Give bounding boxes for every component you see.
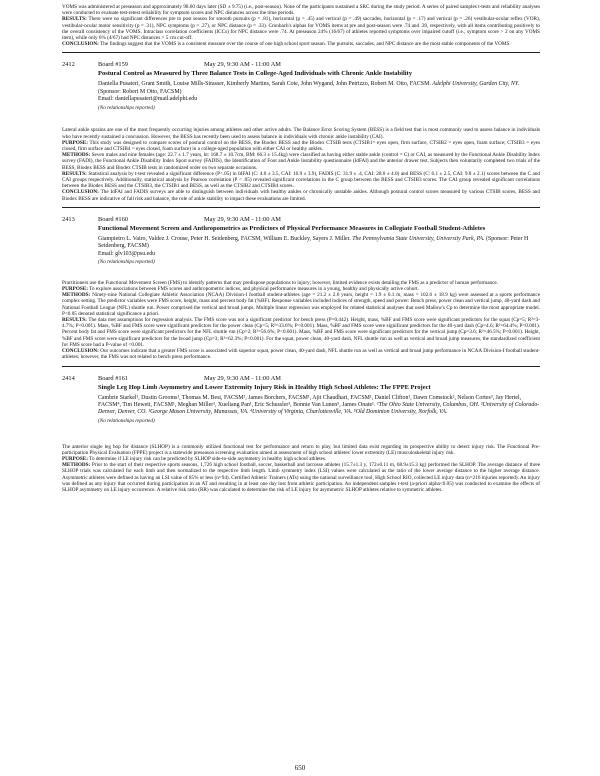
abstract-meta bbox=[98, 61, 540, 111]
sponsor: (Sponsor: Robert M Otto, FACSM) bbox=[98, 88, 182, 95]
abstract-purpose: PURPOSE: To explore associations between FMS scores and anthropometric indices, and physical performance measures in a young, healthy and physically active cohort. bbox=[62, 286, 419, 293]
affiliation: Adelphi University, Garden City, NY. bbox=[432, 81, 520, 88]
session-date: May 29, 9:30 AM - 11:00 AM bbox=[204, 61, 281, 69]
author-list: Daniella Pusateri, Grant Smith, Louise Mills-Strasser, Kimberly Martins, Sarah Cote, John Wygand, John Petrizzo, Robert M. Otto, FACSM. Adelphi University, Garden City, NY. (Sponsor: Robert M Otto, FACSM) bbox=[98, 81, 520, 95]
abstract-results: RESULTS: Statistical analysis by t-test revealed a significant difference (P<.05) in IdFAI (C: 4.0 ± 3.5, CAI: 16.9 ± 3.9), FADIS (C: 31.9 ± .4, CAI: 28.0 ± 4.0) and BESS (C: 6.1 ± 2.5, CAI: 9.8 ± 2.1) scores between the C and CAI groups respectively. Additionally, statistical analysis by Pearson correlation (P < .05) revealed significant correlations in the C group between the BESS and CTSIB3 scores. The CAI group revealed significant correlations between the Biodex BESS and the CTSIB3, the CTSIB1 and BESS, as well as the CTSIB2 and CTSIB4 scores. bbox=[62, 170, 541, 190]
separator-rule bbox=[62, 52, 540, 53]
continuation-results: RESULTS: There were no significant differences pre to post season for smooth pursuits (p = .81), horizontal (p = .45) and vertical (p = .49) saccades, horizontal (p = .17) and vertical (p = .26) vestibular-ocular reflex (VOR), vestibular-ocular motor sensitivity (p = .31), NPC symptoms (p = .27), or NPC distance (p = .33). Cronbach's alphas for VOMS items at pre and post-season were .74 and .39, respectively, with all items contributing positively to the overall consistency of the VOMS. Intraclass correlation coefficients (ICCs) for NPC distance were .74. At preseason 24% (16/67) of athletes reported symptoms over impaired cutoff (i.e., symptom score > 2 on any VOMS item), while only 6% (4/67) had NPC distances > 5 cm cut-off. bbox=[62, 16, 540, 42]
abstract-number: 2412 bbox=[62, 61, 75, 69]
author-list: Giampietro L. Vairo, Valdez J. Crouse, Peter H. Seidenberg, FACSM, William E. Buckley, Sayers J. Miller. The Pennsylvania State University, University Park, PA. (Sponsor: Peter H Seidenberg, FACSM) bbox=[98, 235, 529, 250]
no-relationships-note: (No relationships reported) bbox=[98, 259, 155, 266]
separator-rule bbox=[62, 207, 540, 208]
abstract-title: Postural Control as Measured by Three Balance Tests in College-Aged Individuals with Chronic Ankle Instability bbox=[98, 70, 412, 78]
abstract-2412 bbox=[62, 61, 540, 201]
continuation-abstract bbox=[62, 4, 540, 47]
abstract-methods: METHODS: Prior to the start of their respective sports seasons, 1,726 high school football, soccer, basketball and lacrosse athletes (15.7±1.3 y, 172±0.11 m, 68.9±15.3 kg) performed the SLHOP. The average distance of three SLHOP trials was calculated for each limb and then normalized to the respective limb length. Limb symmetry index (LSI) values were calculated as the ratio of the lower average distance to the higher average distance. Asymmetric athletes were defined as having an LSI value of 85% or less (n=94). Certified Athletic Trainers (ATs) using the national surveillance tool, High School RIO, collected LE injury data (n=216 injuries reported). An injury was defined as any injury that occurred during participation in an AT and resulting in at least one day lost from athletic participation. An independent samples t-test (a-priori alpha<0.05) was conducted to examine the effects of SLHOP asymmetry on LE injury occurrence. A relative risk ratio (RR) was calculated to determine the risk of LE injury for asymmetric SLHOP athletes relative to symmetric athletes. bbox=[62, 462, 541, 493]
session-date: May 29, 9:30 AM - 11:00 AM bbox=[204, 374, 281, 382]
abstract-purpose: PURPOSE: To determine if LE injury risk can be predicted by SLHOP side-to-side asymmetry in healthy high school athletes. bbox=[62, 455, 327, 462]
abstract-meta bbox=[98, 216, 540, 266]
separator-rule bbox=[62, 366, 540, 367]
no-relationships-note: (No relationships reported) bbox=[98, 104, 155, 111]
abstract-conclusion: CONCLUSION: Our outcomes indicate that a greater FMS score is associated with superior squat, power clean, 40-yard dash, NFL shuttle run as well as vertical and broad jump performance in NCAA Division-I football student-athletes; however, the FMS was not related to bench press performance. bbox=[62, 348, 540, 361]
abstract-intro: Practitioners use the Functional Movement Screen (FMS) to identify patterns that may predispose populations to injury; however, limited evidence exists detailing the FMS as a predictor of human performance. bbox=[62, 279, 499, 286]
abstract-title: Functional Movement Screen and Anthropometrics as Predictors of Physical Performance Measures in Collegiate Football Student-Athletes bbox=[98, 224, 486, 232]
author-list: Cambrie Starkel¹, Dustin Grooms¹, Thomas M. Best, FACSM¹, James Borchers, FACSM¹, Ajit Chaudhari, FACSM¹, Daniel Clifton¹, Dawn Comstock², Nelson Cortes³, Jay Hertel, FACSM⁴, Tim Hewett, FACSM¹, Meghan Miller¹, Xueliang Pan¹, Eric Schussler¹, Bonnie Van Lunen⁵, James Onate¹. ¹The Ohio State University, Columbus, OH. ²University of Colorado-Denver, Denver, CO. ³George Mason University, Manassas, VA. ⁴University of Virginia, Charlottesville, VA. ⁵Old Dominion University, Norfolk, VA. bbox=[98, 394, 540, 416]
abstract-2413 bbox=[62, 216, 540, 361]
board-number: Board #160 bbox=[98, 215, 128, 223]
abstract-meta bbox=[98, 375, 540, 425]
abstract-methods: METHODS: Seven males and nine females (age: 22.7 ± 1.7 years, ht: 168.7 ± 10.7cm, BM: 66.3 ± 15.4kg) were classified as having either stable ankle (control = C) or CAI, as measured by the Functional Ankle Disability Index survey (FADI), the Functional Ankle Disability Index Sport survey (FADIS), the Identification of Foot and Ankle Instability questionnaire (IdFAI) and the anterior drawer test. Subjects then voluntarily completed two trials of the BESS, Biodex BESS and Biodex CTSIB tests in randomized order on two separate occasions. bbox=[62, 152, 541, 171]
abstract-number: 2413 bbox=[62, 215, 75, 223]
abstract-text bbox=[62, 127, 540, 201]
abstract-intro: Lateral ankle sprains are one of the most frequently occurring injuries among athletes and other active adults. The Balance Error Scoring System (BESS) is a field test that is most commonly used to assess balance in individuals who have recently sustained a concussion. However, the BESS has recently been used to assess balance in individuals with chronic ankle instability (CAI). bbox=[62, 127, 540, 140]
sponsor: (Sponsor: Peter H Seidenberg, FACSM) bbox=[98, 235, 529, 250]
abstract-conclusion: CONCLUSION: The IdFAI and FADIS surveys are able to distinguish between individuals with healthy ankles or chronically unstable ankles. Although postural control scores measured by various CTSIB scores, BESS and Biodex BESS are indicative of fall risk and balance, the role of ankle stability to impact these evaluations are limited. bbox=[62, 189, 540, 202]
abstract-header bbox=[62, 375, 540, 438]
author-email: Email: daniellapusateri@mail.adelphi.edu bbox=[98, 96, 198, 103]
continuation-conclusion: CONCLUSION: The findings suggest that the VOMS is a consistent measure over the course of one high school sport season. The pursuits, saccades, and NPC distance are the most stable components of the VOMS. bbox=[62, 41, 511, 48]
abstract-intro: The anterior single leg hop for distance (SLHOP) is a commonly utilized functional test for performance and return to play, but limited data exist regarding its prospective ability to detect injury risk. The Functional Pre-participation Physical Evaluation (FPPE) project is a statewide preseason screening evaluation aimed at assessment of high school athletes' lower extremity (LE) musculoskeletal injury risk. bbox=[62, 443, 540, 456]
abstract-header bbox=[62, 61, 540, 121]
abstract-number: 2414 bbox=[62, 374, 75, 382]
abstract-header bbox=[62, 216, 540, 274]
board-number: Board #161 bbox=[98, 374, 128, 382]
abstract-2414 bbox=[62, 375, 540, 494]
no-relationships-note: (No relationships reported) bbox=[98, 417, 155, 424]
author-email: Email: glv103@psu.edu bbox=[98, 250, 156, 257]
affiliation: The Pennsylvania State University, University Park, PA. bbox=[352, 235, 485, 242]
abstract-purpose: PURPOSE: This study was designed to compare scores of postural control on the BESS, the Biodex BESS and the Biodex CTSIB tests (CTSIB1= eyes open, firm surface, CTSIB2 = eyes open, foam surface; CTSIB3 = eyes closed, firm surface and CTSIB4 = eyes closed, foam surface) in a college-aged population with either CAI or healthy ankles. bbox=[62, 139, 540, 153]
continuation-methods-text: VOMS was administered at preseason and approximately 98.60 days later (SD ± 9.75) (i.e., post-season). None of the participants sustained a SRC during the study period. A series of paired samples t-tests and reliability analyses were conducted to evaluate test-retest reliability for symptom scores and NPC distances across the time periods. bbox=[62, 4, 540, 17]
session-date: May 29, 9:30 AM - 11:00 AM bbox=[204, 215, 281, 223]
page-content bbox=[62, 4, 540, 493]
abstract-title: Single Leg Hop Limb Asymmetry and Lower Extremity Injury Risk in Healthy High School Athletes: The FPPE Project bbox=[98, 383, 431, 391]
abstract-text bbox=[62, 444, 540, 494]
page-number: 650 bbox=[294, 764, 306, 772]
abstract-methods: METHODS: Ninety-nine National Collegiate Athletic Association (NCAA) Division-I football student-athletes (age = 21.2 ± 2.6 years, height = 1.9 ± 0.1 m, mass = 102.6 ± 18.9 kg) were assessed at a sports performance complex setting. The predictor variables were FMS score, height, mass and percent body fat (%BF). Response variables included indices of strength, speed and power: Bench press, power clean and vertical jump, 40-yard dash and National Football League (NFL) shuttle run. Power comprised the vertical and broad jumps. Multiple linear regression was employed for related statistical analyses that used Mallow's Cp to determine the most appropriate model. P<0.05 denoted statistical significance a priori. bbox=[62, 292, 540, 317]
abstract-text bbox=[62, 280, 540, 361]
board-number: Board #159 bbox=[98, 61, 128, 69]
affiliation: ¹The Ohio State University, Columbus, OH. ²University of Colorado-Denver, Denver, CO. ³George Mason University, Manassas, VA. ⁴University of Virginia, Charlottesville, VA. ⁵Old Dominion University, Norfolk, VA. bbox=[98, 401, 540, 416]
abstract-results: RESULTS: The data met assumptions for regression analysis. The FMS score was not a significant predictor for bench press (P=0.442). Height, mass, %BF and FMS score were significant predictors for the squat (Cp=5; R²=3-4.7%; P<0.001). Mass, %BF and FMS score were significant predictors for the power clean (Cp=5; R²=33.6%; P<0.001). Mass, %BF and FMS score were significant predictors for the 40-yard dash (Cp=4.6; R²=64.4%; P<0.001). Percent body fat and FMS score were significant predictors for the NFL shuttle run (Cp=2; R²=56.6%; P<0.001). Mass, %BF and FMS score were significant predictors for the vertical jump (Cp=3.6; R²=46.5%; P<0.001). Height, %BF and FMS score were significant predictors for the broad jump (Cp=3; R²=62.3%; P<0.001). For the squat, power clean, 40-yard dash, NFL shuttle run as well as vertical and broad jump measures, the standardized coefficient for FMS score had a P-value of <0.001. bbox=[62, 317, 540, 348]
